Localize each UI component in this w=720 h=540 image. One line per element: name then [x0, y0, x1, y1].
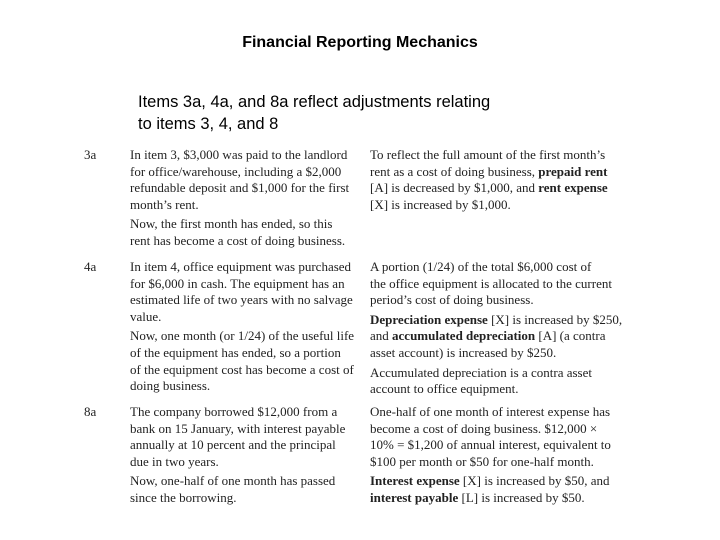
text-segment: The company borrowed $12,000 from a	[130, 404, 338, 419]
text-line	[370, 365, 650, 382]
paragraph	[370, 147, 650, 213]
text-segment: doing business.	[130, 378, 211, 394]
text-line	[370, 473, 650, 490]
text-line	[370, 328, 650, 345]
paragraph	[370, 404, 650, 470]
text-segment: [X] is increased by $250,	[487, 311, 623, 327]
explanation-column	[370, 404, 650, 510]
text-segment: of the equipment cost has become a cost of	[130, 361, 354, 377]
text-segment: To reflect the full amount of the first month’s	[370, 147, 606, 162]
text-segment: $100 per month or $50 for one-half month.	[370, 453, 594, 469]
description-column	[130, 259, 370, 398]
text-line	[130, 216, 370, 233]
text-segment: account to office equipment.	[370, 381, 519, 397]
text-segment: A portion (1/24) of the total $6,000 cost of	[370, 259, 592, 274]
text-line	[130, 421, 370, 438]
paragraph	[370, 312, 650, 362]
text-segment: of the equipment has ended, so a portion	[130, 344, 341, 360]
subtitle-line: to items 3, 4, and 8	[138, 115, 279, 133]
text-segment: for office/warehouse, including a $2,000	[130, 163, 342, 179]
account-term: Depreciation expense	[370, 311, 488, 327]
item-label: 4a	[84, 259, 97, 274]
account-term: Interest expense	[370, 473, 460, 489]
account-term: rent expense	[538, 180, 608, 196]
text-line	[370, 437, 650, 454]
text-line	[130, 180, 370, 197]
text-line	[370, 381, 650, 398]
text-line	[370, 259, 650, 276]
paragraph	[130, 216, 370, 249]
text-segment: period’s cost of doing business.	[370, 292, 534, 308]
text-segment: Accumulated depreciation is a contra asset	[370, 364, 592, 380]
slide-title: Financial Reporting Mechanics	[242, 34, 478, 51]
text-segment: month’s rent.	[130, 196, 199, 212]
text-segment: estimated life of two years with no salvage	[130, 292, 353, 308]
paragraph	[130, 147, 370, 213]
text-line	[130, 328, 370, 345]
text-line	[130, 309, 370, 326]
text-segment: In item 3, $3,000 was paid to the landlord	[130, 147, 348, 162]
text-segment: for $6,000 in cash. The equipment has an	[130, 275, 345, 291]
text-segment: Now, the first month has ended, so this	[130, 216, 333, 232]
item-label: 3a	[84, 147, 97, 162]
text-segment: [X] is increased by $1,000.	[370, 196, 511, 212]
text-line	[370, 197, 650, 214]
text-line	[130, 147, 370, 164]
text-segment: refundable deposit and $1,000 for the first	[130, 180, 350, 196]
paragraph	[130, 473, 370, 506]
text-line	[130, 362, 370, 379]
slide-subtitle	[138, 91, 490, 135]
text-line	[130, 276, 370, 293]
text-line	[130, 197, 370, 214]
description-column	[130, 404, 370, 510]
text-line	[370, 180, 650, 197]
paragraph	[370, 365, 650, 398]
text-segment: the office equipment is allocated to the current	[370, 275, 612, 291]
text-line	[370, 312, 650, 329]
text-segment: and	[370, 328, 393, 344]
text-line	[370, 345, 650, 362]
account-term: accumulated depreciation	[392, 328, 536, 344]
text-segment: Now, one-half of one month has passed	[130, 473, 336, 489]
text-segment: One-half of one month of interest expense has	[370, 404, 611, 419]
text-segment: 10% = $1,200 of annual interest, equivalent to	[370, 437, 611, 453]
text-line	[130, 473, 370, 490]
text-segment: Now, one month (or 1/24) of the useful life	[130, 328, 355, 344]
text-line	[130, 404, 370, 421]
text-line	[370, 421, 650, 438]
text-line	[130, 454, 370, 471]
text-segment: [L] is increased by $50.	[458, 489, 585, 505]
text-line	[130, 292, 370, 309]
paragraph	[370, 259, 650, 309]
text-segment: bank on 15 January, with interest payable	[130, 420, 346, 436]
explanation-column	[370, 259, 650, 401]
paragraph	[130, 328, 370, 394]
text-segment: [A] is decreased by $1,000, and	[370, 180, 539, 196]
subtitle-line: Items 3a, 4a, and 8a reflect adjustments relating	[138, 93, 491, 111]
text-line	[370, 164, 650, 181]
text-line	[370, 404, 650, 421]
text-line	[370, 292, 650, 309]
text-segment: due in two years.	[130, 453, 219, 469]
text-segment: annually at 10 percent and the principal	[130, 437, 336, 453]
text-line	[130, 164, 370, 181]
text-line	[130, 490, 370, 507]
account-term: interest payable	[370, 489, 459, 505]
text-line	[130, 345, 370, 362]
account-term: prepaid rent	[538, 163, 608, 179]
text-segment: become a cost of doing business. $12,000 ×	[370, 420, 598, 436]
text-line	[130, 233, 370, 250]
text-line	[130, 437, 370, 454]
text-segment: rent as a cost of doing business,	[370, 163, 539, 179]
text-line	[370, 454, 650, 471]
text-line	[370, 490, 650, 507]
text-segment: value.	[130, 308, 162, 324]
paragraph	[370, 473, 650, 506]
text-segment: In item 4, office equipment was purchased	[130, 259, 352, 274]
text-segment: [A] (a contra	[535, 328, 606, 344]
paragraph	[130, 259, 370, 325]
item-label: 8a	[84, 404, 97, 419]
text-line	[370, 276, 650, 293]
paragraph	[130, 404, 370, 470]
text-segment: [X] is increased by $50, and	[459, 473, 610, 489]
text-segment: rent has become a cost of doing business.	[130, 232, 346, 248]
text-segment: asset account) is increased by $250.	[370, 344, 557, 360]
text-line	[130, 259, 370, 276]
description-column	[130, 147, 370, 253]
text-line	[370, 147, 650, 164]
text-line	[130, 378, 370, 395]
text-segment: since the borrowing.	[130, 489, 237, 505]
explanation-column	[370, 147, 650, 216]
